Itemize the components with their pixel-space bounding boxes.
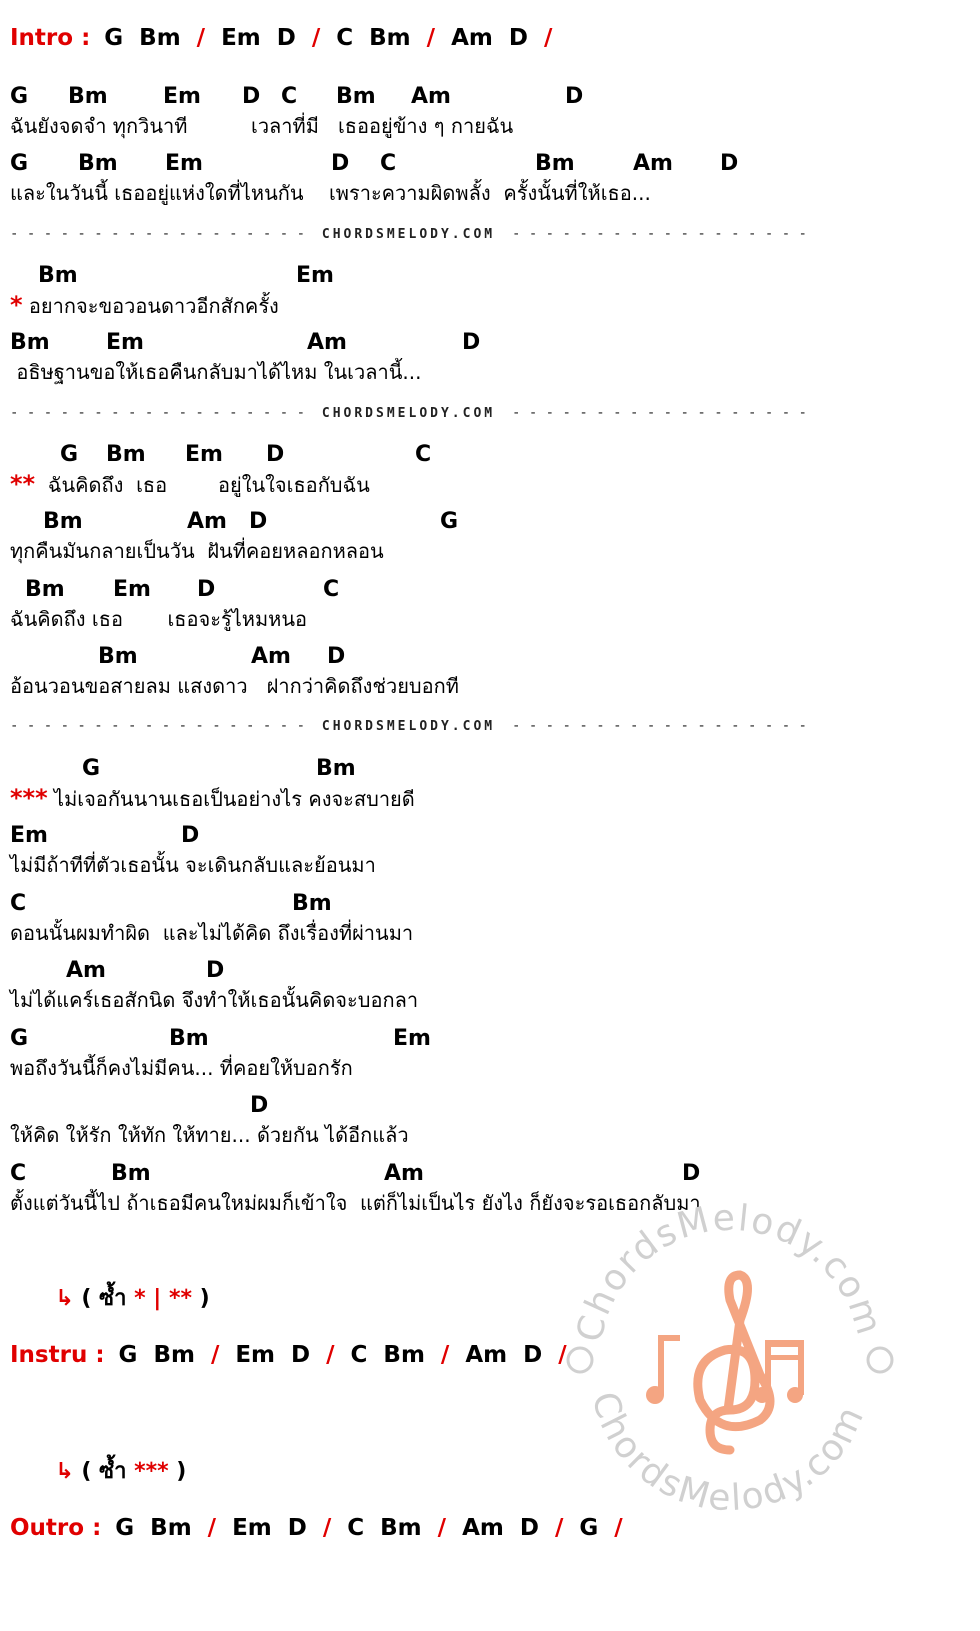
chord: Bm xyxy=(153,1342,195,1368)
bar-separator: / xyxy=(558,1342,567,1368)
separator-dashes: - - - - - - - - - - - - - - - - - - xyxy=(10,718,306,734)
chord: Em xyxy=(235,1342,276,1368)
chord: Em xyxy=(10,823,48,848)
section-separator xyxy=(10,718,807,734)
chord: Am xyxy=(465,1342,508,1368)
repeat-instruction-2 xyxy=(40,1428,186,1488)
chord: D xyxy=(519,1515,539,1541)
lyric-text: พอถึงวันนี้ก็คงไม่มีคน... ที่คอยให้บอกรัก xyxy=(10,1056,353,1080)
svg-text:ChordsMelody.com: ChordsMelody.com xyxy=(569,1197,891,1346)
chord: D xyxy=(508,25,528,51)
chord: D xyxy=(682,1161,701,1186)
chord: G xyxy=(440,509,459,534)
repeat-close: ) xyxy=(191,1286,210,1311)
repeat-instruction-1 xyxy=(40,1255,210,1315)
chord: D xyxy=(291,1342,311,1368)
chord: Bm xyxy=(380,1515,422,1541)
chord: Am xyxy=(462,1515,504,1541)
lyric-line xyxy=(10,920,413,946)
chord: Am xyxy=(411,84,451,109)
bar-separator: / xyxy=(311,25,321,51)
chord: Bm xyxy=(38,263,78,288)
chord: Em xyxy=(296,263,334,288)
lyric-text: อธิษฐานขอให้เธอคืนกลับมาได้ไหม ในเวลานี้... xyxy=(10,360,422,384)
lyric-line xyxy=(10,471,370,498)
chord: Bm xyxy=(292,891,332,916)
chord: D xyxy=(197,577,216,602)
chord: D xyxy=(327,644,346,669)
chord: Am xyxy=(307,330,347,355)
chord: G xyxy=(118,1342,138,1368)
separator-dashes: - - - - - - - - - - - - - - - - - - xyxy=(10,226,306,242)
site-name: CHORDSMELODY.COM xyxy=(321,406,496,421)
bar-separator: / xyxy=(326,1342,335,1368)
chord: Em xyxy=(232,1515,272,1541)
bar-separator: / xyxy=(322,1515,332,1541)
chord: G xyxy=(104,25,124,51)
repeat-close: ) xyxy=(168,1459,187,1484)
chord: G xyxy=(82,756,101,781)
lyric-text: ไม่เจอกันนานเธอเป็นอย่างไร คงจะสบายดี xyxy=(47,787,415,811)
separator-dashes: - - - - - - - - - - - - - - - - - - xyxy=(10,405,306,421)
repeat-label: ( ซ้ำ xyxy=(73,1459,135,1484)
chord: C xyxy=(10,891,27,916)
chord: Am xyxy=(66,958,106,983)
music-note-icon xyxy=(646,1335,680,1404)
chord: Bm xyxy=(98,644,138,669)
bar-separator: / xyxy=(437,1515,447,1541)
section-separator xyxy=(10,226,807,242)
site-name: CHORDSMELODY.COM xyxy=(321,719,496,734)
lyric-line xyxy=(10,606,307,632)
chord: G xyxy=(10,151,29,176)
lyric-line xyxy=(10,852,376,878)
section-marker: *** xyxy=(10,784,48,812)
lyric-text: อยากจะขอวอนดาวอีกสักครั้ง xyxy=(22,294,279,318)
section-marker: * xyxy=(10,291,23,319)
bar-separator: / xyxy=(614,1515,623,1541)
chord: Em xyxy=(163,84,201,109)
chord: Bm xyxy=(169,1026,209,1051)
chord: Bm xyxy=(369,25,411,51)
chord: Em xyxy=(165,151,203,176)
separator-dashes: - - - - - - - - - - - - - - - - - - xyxy=(511,405,807,421)
lyric-line xyxy=(10,1122,409,1148)
chord: Am xyxy=(451,25,493,51)
chord: D xyxy=(250,1093,269,1118)
bar-separator: / xyxy=(210,1342,220,1368)
lyric-text: ดอนนั้นผมทำผิด และไม่ได้คิด ถึงเรื่องที่ผ่านมา xyxy=(10,921,414,945)
chord: G xyxy=(10,1026,29,1051)
chord: C xyxy=(350,1342,368,1368)
chord: Bm xyxy=(111,1161,151,1186)
outro-label: Outro : xyxy=(10,1515,102,1541)
chord: Bm xyxy=(150,1515,192,1541)
chord: Bm xyxy=(139,25,181,51)
separator-dashes: - - - - - - - - - - - - - - - - - - xyxy=(511,718,807,734)
chord: Bm xyxy=(78,151,118,176)
intro-label: Intro : xyxy=(10,25,91,51)
lyric-line xyxy=(10,785,415,812)
lyric-line xyxy=(10,673,459,699)
section-marker: ** xyxy=(168,1286,192,1311)
section-separator xyxy=(10,405,807,421)
section-marker: *** xyxy=(134,1459,169,1484)
chord: Bm xyxy=(336,84,376,109)
lyric-text: และในวันนี้ เธออยู่แห่งใดที่ไหนกัน เพราะความผิดพลั้ง ครั้งนั้นที่ให้เธอ... xyxy=(10,181,651,205)
section-marker: ** xyxy=(10,470,36,498)
bar-separator: / xyxy=(207,1515,217,1541)
chord: Bm xyxy=(535,151,575,176)
chord: C xyxy=(323,577,340,602)
chord: Am xyxy=(251,644,291,669)
bar-separator: / xyxy=(426,25,436,51)
chord: Bm xyxy=(43,509,83,534)
outro-progression xyxy=(10,1514,639,1542)
lyric-line xyxy=(10,359,421,385)
chord: C xyxy=(347,1515,365,1541)
chord: C xyxy=(380,151,397,176)
arrow-icon: ↳ xyxy=(55,1459,74,1484)
lyric-line xyxy=(10,987,418,1013)
chord: Bm xyxy=(316,756,356,781)
chord: Am xyxy=(384,1161,424,1186)
lyric-line xyxy=(10,1055,353,1081)
chord: D xyxy=(242,84,261,109)
chord: D xyxy=(523,1342,543,1368)
chord: G xyxy=(579,1515,599,1541)
lyric-line xyxy=(10,180,651,206)
lyric-text: ให้คิด ให้รัก ให้ทัก ให้ทาย... ด้วยกัน ได้อีกแล้ว xyxy=(10,1123,409,1147)
lyric-text: ฉันยังจดจำ ทุกวินาที เวลาที่มี เธออยู่ข้าง ๆ กายฉัน xyxy=(10,114,514,138)
chord: G xyxy=(115,1515,135,1541)
svg-text:ChordsMelody.com: ChordsMelody.com xyxy=(583,1387,873,1520)
chord: C xyxy=(336,25,354,51)
chord: D xyxy=(266,442,285,467)
lyric-text: ไม่มีถ้าทีที่ตัวเธอนั้น จะเดินกลับและย้อนมา xyxy=(10,853,376,877)
chord: D xyxy=(462,330,481,355)
chord: G xyxy=(10,84,29,109)
chord: D xyxy=(276,25,296,51)
lyric-text: ฉันคิดถึง เธอ เธอจะรู้ไหมหนอ xyxy=(10,607,308,631)
chord: Em xyxy=(185,442,223,467)
chord: Bm xyxy=(383,1342,425,1368)
chord: D xyxy=(720,151,739,176)
instru-label: Instru : xyxy=(10,1342,105,1368)
chord: Bm xyxy=(10,330,50,355)
site-name: CHORDSMELODY.COM xyxy=(321,227,496,242)
chord: C xyxy=(281,84,298,109)
treble-clef-icon xyxy=(698,1275,770,1450)
chord: Am xyxy=(187,509,227,534)
chord: D xyxy=(331,151,350,176)
chord: C xyxy=(10,1161,27,1186)
chord: D xyxy=(249,509,268,534)
chord: G xyxy=(60,442,79,467)
note-circle-icon xyxy=(868,1348,892,1372)
lyric-text: ไม่ได้แคร์เธอสักนิด จึงทำให้เธอนั้นคิดจะบอกลา xyxy=(10,988,419,1012)
lyric-text: อ้อนวอนขอสายลม แสงดาว ฝากว่าคิดถึงช่วยบอกที xyxy=(10,674,459,698)
chord: Bm xyxy=(68,84,108,109)
arrow-icon: ↳ xyxy=(55,1286,74,1311)
divider: | xyxy=(145,1286,169,1311)
bar-separator: / xyxy=(554,1515,564,1541)
lyric-text: ทุกคืนมันกลายเป็นวัน ฝันที่คอยหลอกหลอน xyxy=(10,539,384,563)
lyric-text: ฉันคิดถึง เธอ อยู่ในใจเธอกับฉัน xyxy=(35,473,370,497)
lyric-line xyxy=(10,113,513,139)
lyric-text: ตั้งแต่วันนี้ไป ถ้าเธอมีคนใหม่ผมก็เข้าใจ แต่ก็ไม่เป็นไร ยังไง ก็ยังจะรอเธอกลับมา xyxy=(10,1191,701,1215)
chord: Em xyxy=(106,330,144,355)
bar-separator: / xyxy=(440,1342,450,1368)
chord: D xyxy=(287,1515,307,1541)
chord: Em xyxy=(221,25,261,51)
instru-progression xyxy=(10,1341,583,1369)
separator-dashes: - - - - - - - - - - - - - - - - - - xyxy=(511,226,807,242)
chord: Em xyxy=(393,1026,431,1051)
chord: Em xyxy=(113,577,151,602)
lyric-line xyxy=(10,538,384,564)
chord: D xyxy=(565,84,584,109)
bar-separator: / xyxy=(196,25,206,51)
lyric-line xyxy=(10,292,279,319)
section-marker: * xyxy=(134,1286,146,1311)
chord: D xyxy=(181,823,200,848)
intro-progression xyxy=(10,24,568,52)
chord: Bm xyxy=(25,577,65,602)
bar-separator: / xyxy=(543,25,553,51)
note-circle-icon xyxy=(568,1348,592,1372)
chordsmelody-watermark xyxy=(560,1160,900,1540)
chord: Am xyxy=(633,151,673,176)
chord: C xyxy=(415,442,432,467)
chord: D xyxy=(206,958,225,983)
repeat-label: ( ซ้ำ xyxy=(73,1286,135,1311)
chord: Bm xyxy=(106,442,146,467)
